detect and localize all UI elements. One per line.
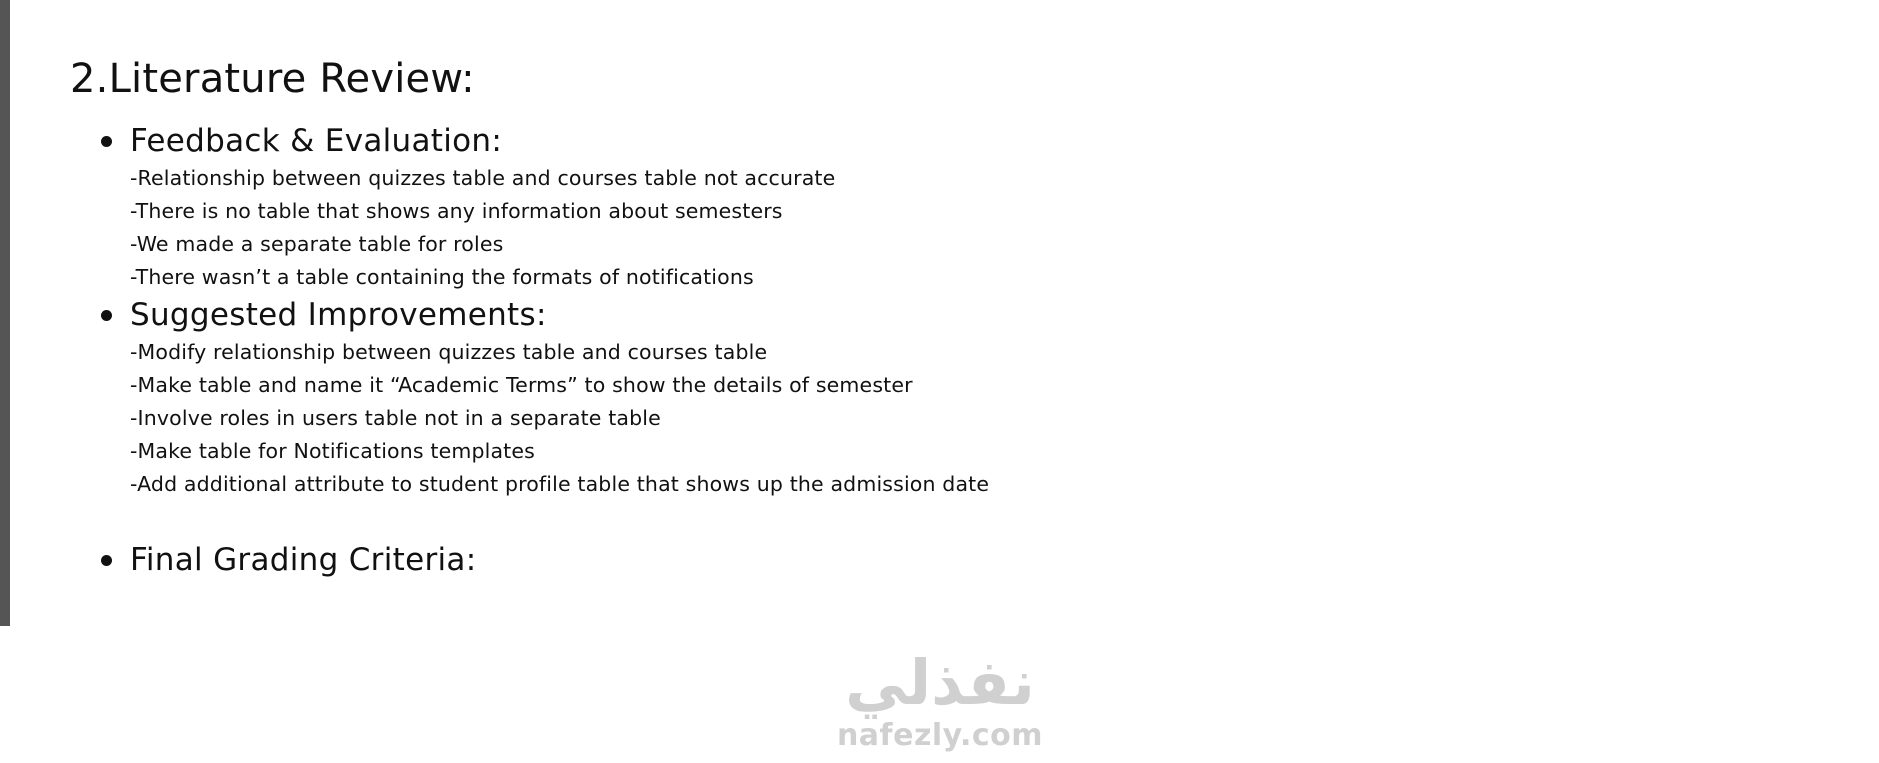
bullet-icon — [101, 136, 112, 147]
section-title: Feedback & Evaluation: — [130, 123, 503, 159]
list-item: -There wasn’t a table containing the formats of notifications — [130, 265, 754, 289]
list-item: -Modify relationship between quizzes table and courses table — [130, 340, 768, 364]
section-grading — [130, 539, 989, 581]
watermark-arabic-text: نفذلي — [845, 646, 1035, 719]
document-content — [70, 52, 989, 581]
list-item: -Add additional attribute to student profile table that shows up the admission date — [130, 472, 990, 496]
watermark-latin-text: nafezly.com — [836, 718, 1044, 753]
watermark-logo — [830, 648, 1050, 754]
list-item: -Make table and name it “Academic Terms” to show the details of semester — [130, 373, 913, 397]
list-item: -Make table for Notifications templates — [130, 439, 535, 463]
section-feedback — [130, 120, 989, 294]
section-improvements — [130, 294, 989, 501]
list-item: -We made a separate table for roles — [130, 232, 504, 256]
list-item: -Involve roles in users table not in a separate table — [130, 406, 661, 430]
section-title: Final Grading Criteria: — [130, 542, 477, 578]
bullet-icon — [101, 310, 112, 321]
list-item: -There is no table that shows any information about semesters — [130, 199, 783, 223]
list-item: -Relationship between quizzes table and courses table not accurate — [130, 166, 836, 190]
page-title: 2.Literature Review: — [70, 56, 475, 102]
left-edge-bar — [0, 0, 10, 626]
bullet-icon — [101, 555, 112, 566]
section-title: Suggested Improvements: — [130, 297, 547, 333]
